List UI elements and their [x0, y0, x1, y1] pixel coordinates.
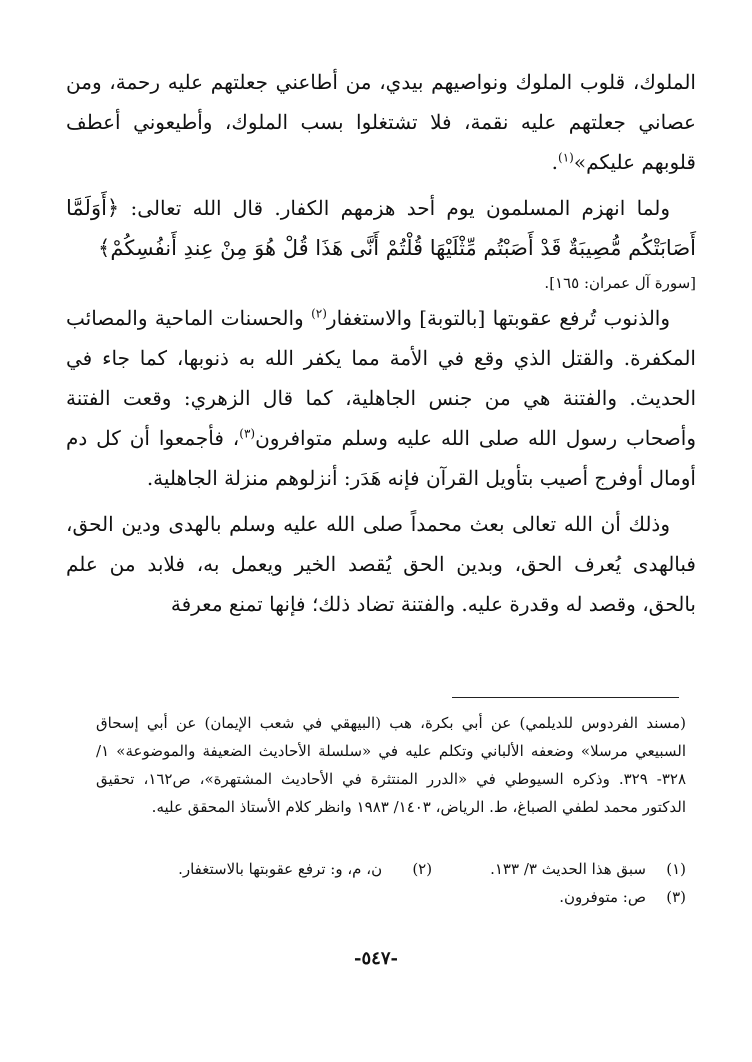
- paragraph-3: [66, 298, 696, 498]
- footnote-number-3: (٣): [666, 888, 686, 906]
- footnote-text-2: ن، م، و: ترفع عقوبتها بالاستغفار.: [178, 860, 383, 878]
- paragraph-4: وذلك أن الله تعالى بعث محمداً صلى الله عليه وسلم بالهدى ودين الحق، فبالهدى يُعرف الحق، وبدين الحق يُقصد الخير ويعمل به، فلابد من علم بالحق، وقصد له وقدرة عليه. والفتنة تضاد ذلك؛ فإنها تمنع معرفة: [66, 512, 696, 616]
- main-text: [66, 62, 696, 624]
- footnote-row: [96, 855, 686, 883]
- paragraph-3-text-a: والذنوب تُرفع عقوبتها [بالتوبة] والاستغفار: [326, 306, 671, 330]
- footnote-text-3: ص: متوفرون.: [559, 888, 646, 906]
- footnote-text-1: سبق هذا الحديث ٣/ ١٣٣.: [490, 860, 646, 878]
- footnote-number-1: (١): [666, 860, 686, 878]
- footnote-ref-2: (٢): [311, 306, 327, 321]
- paragraph-3-text-b: والحسنات الماحية والمصائب المكفرة. والقتل الذي وقع في الأمة مما يكفر الله به ذنوبها، كما جاء في الحديث. والفتنة هي من جنس الجاهلية، كما قال الزهري: وقعت الفتنة وأصحاب رسول الله صلى الله عليه وسلم متوافرون: [66, 306, 697, 450]
- paragraph-1: [66, 62, 696, 182]
- paragraph-3-text-c: ، فأجمعوا أن كل دم أومال أوفرج أصيب بتأويل القرآن فإنه هَدَر: أنزلوهم منزلة الجاهلية.: [66, 426, 696, 490]
- quran-verse: ﴿أَوَلَمَّا أَصَابَتْكُم مُّصِيبَةٌ قَدْ أَصَبْتُم مِّثْلَيْهَا قُلْتُمْ أَنَّى هَذَا قُلْ هُوَ مِنْ عِندِ أَنفُسِكُمْ﴾: [66, 196, 696, 260]
- footnote-separator: [452, 697, 679, 698]
- paragraph-2: [66, 188, 696, 268]
- sura-reference: [سورة آل عمران: ١٦٥].: [544, 274, 696, 292]
- footnote-ref-3: (٣): [239, 426, 256, 441]
- paragraph-2-intro: ولما انهزم المسلمون يوم أحد هزمهم الكفار. قال الله تعالى:: [130, 196, 671, 220]
- footnote-row: [96, 883, 686, 911]
- paragraph-1-text: الملوك، قلوب الملوك ونواصيهم بيدي، من أطاعني جعلتهم عليه رحمة، ومن عصاني جعلتهم عليه نقمة، فلا تشتغلوا بسب الملوك، وأطيعوني أعطف قلوبهم عليكم»: [66, 70, 696, 174]
- footnote-ref-1: (١): [558, 150, 574, 165]
- footnote-continued: [96, 709, 686, 821]
- page-number: -٥٤٧-: [354, 948, 398, 969]
- footnote-list: [96, 855, 686, 911]
- footnote-number-2: (٢): [412, 860, 433, 878]
- footnote-continued-text: (مسند الفردوس للديلمي) عن أبي بكرة، هب (البيهقي في شعب الإيمان) عن أبي إسحاق السبيعي مرسلا» وضعفه الألباني وتكلم عليه في «سلسلة الأحاديث الضعيفة والموضوعة» ١/ ٣٢٨- ٣٢٩. وذكره السيوطي في «الدرر المنتثرة في الأحاديث المشتهرة»، ص١٦٢، تحقيق الدكتور محمد لطفي الصباغ، ط. الرياض، ١٤٠٣/ ١٩٨٣ وانظر كلام الأستاذ المحقق عليه.: [96, 714, 686, 816]
- paragraph-1-end: .: [551, 150, 559, 174]
